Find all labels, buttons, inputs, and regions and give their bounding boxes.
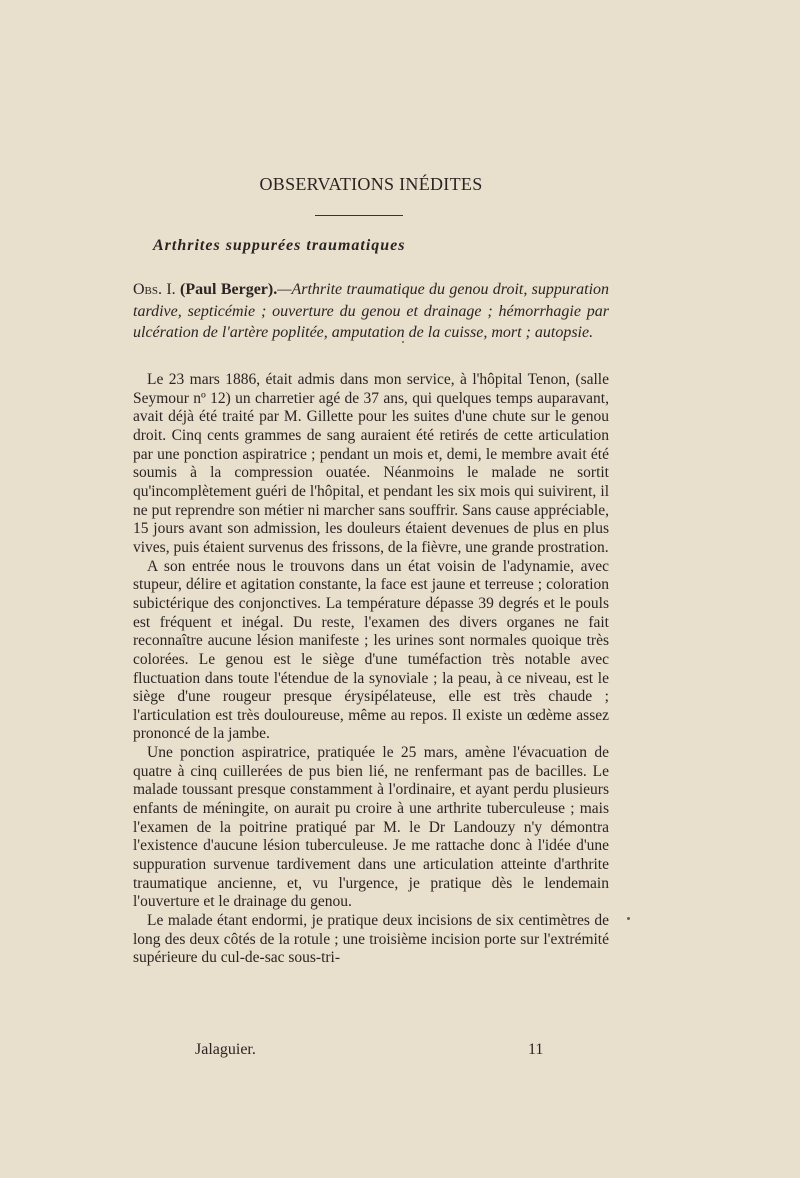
paper-speck — [627, 917, 630, 920]
observation-title: —Arthrite traumatique du genou droit, suppuration tardive, septicémie ; ouverture du genou et drainage ; hémorrhagie par ulcération de l'artère poplitée, amputation de la cuisse, mort ; autopsie. — [133, 281, 610, 341]
paragraph: Une ponction aspiratrice, pratiquée le 25 mars, amène l'évacuation de quatre à cinq cuillerées de pus bien lié, ne renfermant pas de bacilles. Le malade toussant presque constamment à l'ordinaire, et ayant perdu plusieurs enfants de méningite, on aurait pu croire à une arthrite tuberculeuse ; mais l'examen de la poitrine pratiqué par M. le Dr Landouzy n'y démontra l'existence d'aucune lésion tuberculeuse. Je me rattache donc à l'idée d'une suppuration survenue tardivement dans une articulation atteinte d'arthrite traumatique ancienne, et, vu l'urgence, je pratique dès le lendemain l'ouverture et le drainage du genou. — [133, 744, 609, 911]
paragraph: Le 23 mars 1886, était admis dans mon service, à l'hôpital Tenon, (salle Seymour nº 12) un charretier agé de 37 ans, qui quelques temps auparavant, avait déjà été traité par M. Gillette pour les suites d'une chute sur le genou droit. Cinq cents grammes de sang auraient été retirés de cette articulation par une ponction aspiratrice ; pendant un mois et, demi, le membre avait été soumis à la compression ouatée. Néanmoins le malade ne sortit qu'incomplètement guéri de l'hôpital, et pendant les six mois qui suivirent, il ne put reprendre son métier ni marcher sans souffrir. Sans cause appréciable, 15 jours avant son admission, les douleurs étaient devenues de plus en plus vives, puis étaient survenus des frissons, de la fièvre, une grande prostration. — [133, 371, 609, 556]
body-text — [133, 371, 609, 968]
page-number: 11 — [528, 1041, 544, 1058]
observation-author: (Paul Berger). — [180, 281, 278, 298]
paragraph: A son entrée nous le trouvons dans un état voisin de l'adynamie, avec stupeur, délire et agitation constante, la face est jaune et terreuse ; coloration subictérique des conjonctives. La température dépasse 39 degrés et le pouls est fréquent et inégal. Du reste, l'examen des divers organes ne fait reconnaître aucune lésion manifeste ; les urines sont normales quoique très colorées. Le genou est le siège d'une tuméfaction très notable avec fluctuation dans toute l'étendue de la synoviale ; la peau, à ce niveau, est le siège d'une rougeur presque érysipélateuse, elle est très chaude ; l'articulation est très douloureuse, même au repos. Il existe un œdème assez prononcé de la jambe. — [133, 557, 609, 743]
footer-author: Jalaguier. — [195, 1041, 256, 1058]
paper-speck — [402, 341, 404, 343]
page-header: OBSERVATIONS INÉDITES — [259, 174, 483, 194]
header-rule — [315, 215, 403, 216]
observation-label: Obs. I. — [133, 281, 176, 298]
observation-heading — [133, 279, 609, 344]
paragraph: Le malade étant endormi, je pratique deux incisions de six centimètres de long des deux côtés de la rotule ; une troisième incision porte sur l'extrémité supérieure du cul-de-sac sous-tri- — [133, 912, 609, 967]
section-title: Arthrites suppurées traumatiques — [153, 237, 406, 254]
